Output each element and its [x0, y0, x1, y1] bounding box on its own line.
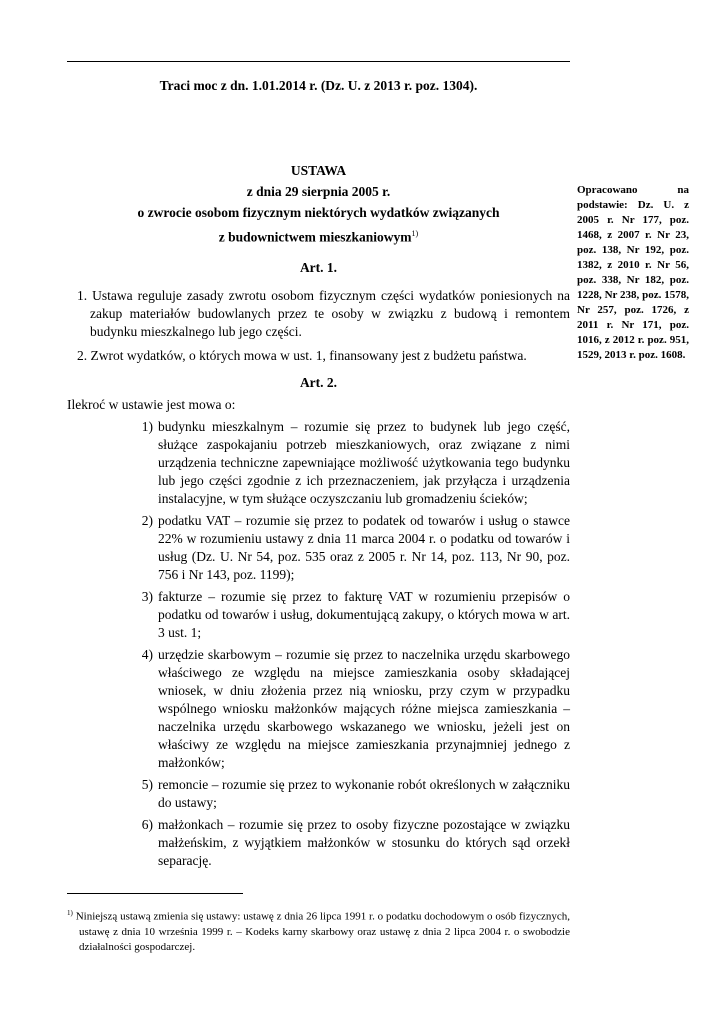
definition-number: 1): [141, 419, 153, 434]
definition-text: urzędzie skarbowym – rozumie się przez to naczelnika urzędu skarbowego właściwego ze względu na miejsce zamieszkania osoby składającej wniosek, w dniu złożenia przez nią wniosku, przy czym w przypadku wspólnego wniosku małżonków mających różne miejsca zamieszkania – naczelnika urzędu skarbowego wskazanego we wniosku, jeżeli jest on właściwy ze względu na miejsce zamieszkania przynajmniej jednego z małżonków;: [158, 647, 570, 770]
definition-item: [103, 588, 570, 642]
article-1-title: Art. 1.: [299, 260, 338, 275]
repeal-note: Traci moc z dn. 1.01.2014 r. (Dz. U. z 2013 r. poz. 1304).: [159, 78, 478, 93]
definition-text: małżonkach – rozumie się przez to osoby fizyczne pozostające w związku małżeńskim, z wyjątkiem małżonków w stosunku do których sąd orzekł separację.: [158, 817, 570, 868]
act-header: [67, 160, 570, 248]
definition-number: 5): [141, 777, 153, 792]
definition-number: 3): [141, 589, 153, 604]
article-2-intro: Ilekroć w ustawie jest mowa o:: [67, 397, 236, 412]
definition-item: [103, 512, 570, 584]
footnote-marker: 1): [67, 909, 73, 917]
definition-number: 2): [141, 513, 153, 528]
definition-number: 6): [141, 817, 153, 832]
act-title-line1: o zwrocie osobom fizycznym niektórych wydatków związanych: [137, 205, 500, 220]
act-date: z dnia 29 sierpnia 2005 r.: [246, 184, 391, 199]
top-divider: [67, 61, 570, 62]
definition-item: [103, 418, 570, 508]
footnote-text: Niniejszą ustawą zmienia się ustawy: ustawę z dnia 26 lipca 1991 r. o podatku dochodowym o osób fizycznych, ustawę z dnia 10 września 1999 r. – Kodeks karny skarbowy oraz ustawę z dnia 2 lipca 2004 r. o swobodzie działalności gospodarczej.: [75, 910, 570, 953]
definition-text: podatku VAT – rozumie się przez to podatek od towarów i usług o stawce 22% w rozumieniu ustawy z dnia 11 marca 2004 r. o podatku od towarów i usług (Dz. U. Nr 54, poz. 535 oraz z 2005 r. Nr 14, poz. 113, Nr 90, poz. 756 i Nr 143, poz. 1199);: [158, 513, 570, 582]
article-2-title: Art. 2.: [299, 375, 338, 390]
article-1: [67, 259, 570, 365]
act-title-line2: [67, 223, 570, 248]
article-2: [67, 374, 570, 874]
footnote-divider: [67, 893, 243, 894]
definition-item: [103, 816, 570, 870]
definition-item: [103, 776, 570, 812]
footnote-reference[interactable]: 1): [411, 229, 419, 238]
act-title-line2-text: z budownictwem mieszkaniowym: [218, 229, 412, 245]
definition-text: budynku mieszkalnym – rozumie się przez to budynek lub jego część, służące zaspokajaniu potrzeb mieszkaniowych, oraz związane z nimi urządzenia techniczne zapewniające możliwość użytkowania tego budynku lub jego części zgodnie z ich przeznaczeniem, jak przyłącza i urządzenia instalacyjne, w tym służące oczyszczaniu lub gromadzeniu ścieków;: [158, 419, 570, 506]
article-1-para-1: 1. Ustawa reguluje zasady zwrotu osobom fizycznym części wydatków poniesionych na zakup materiałów budowlanych przez te osoby w związku z budową i remontem budynku mieszkalnego lub jego części.: [77, 288, 570, 339]
definitions-list: [67, 418, 570, 870]
definition-item: [103, 646, 570, 772]
definition-text: fakturze – rozumie się przez to fakturę VAT w rozumieniu przepisów o podatku od towarów i usług, dokumentującą zakupy, o których mowa w art. 3 ust. 1;: [158, 589, 570, 640]
definition-text: remoncie – rozumie się przez to wykonanie robót określonych w załączniku do ustawy;: [158, 777, 570, 810]
act-type: USTAWA: [290, 163, 347, 178]
article-1-para-2: 2. Zwrot wydatków, o których mowa w ust. 1, finansowany jest z budżetu państwa.: [77, 348, 527, 363]
footnote: [67, 906, 570, 955]
side-note: Opracowano na podstawie: Dz. U. z 2005 r. Nr 177, poz. 1468, z 2007 r. Nr 23, poz. 138, Nr 192, poz. 1382, z 2010 r. Nr 56, poz. 338, Nr 182, poz. 1228, Nr 238, poz. 1578, Nr 257, poz. 1726, z 2011 r. Nr 171, poz. 1016, z 2012 r. poz. 951, 1529, 2013 r. poz. 1608.: [577, 184, 689, 361]
definition-number: 4): [141, 647, 153, 662]
